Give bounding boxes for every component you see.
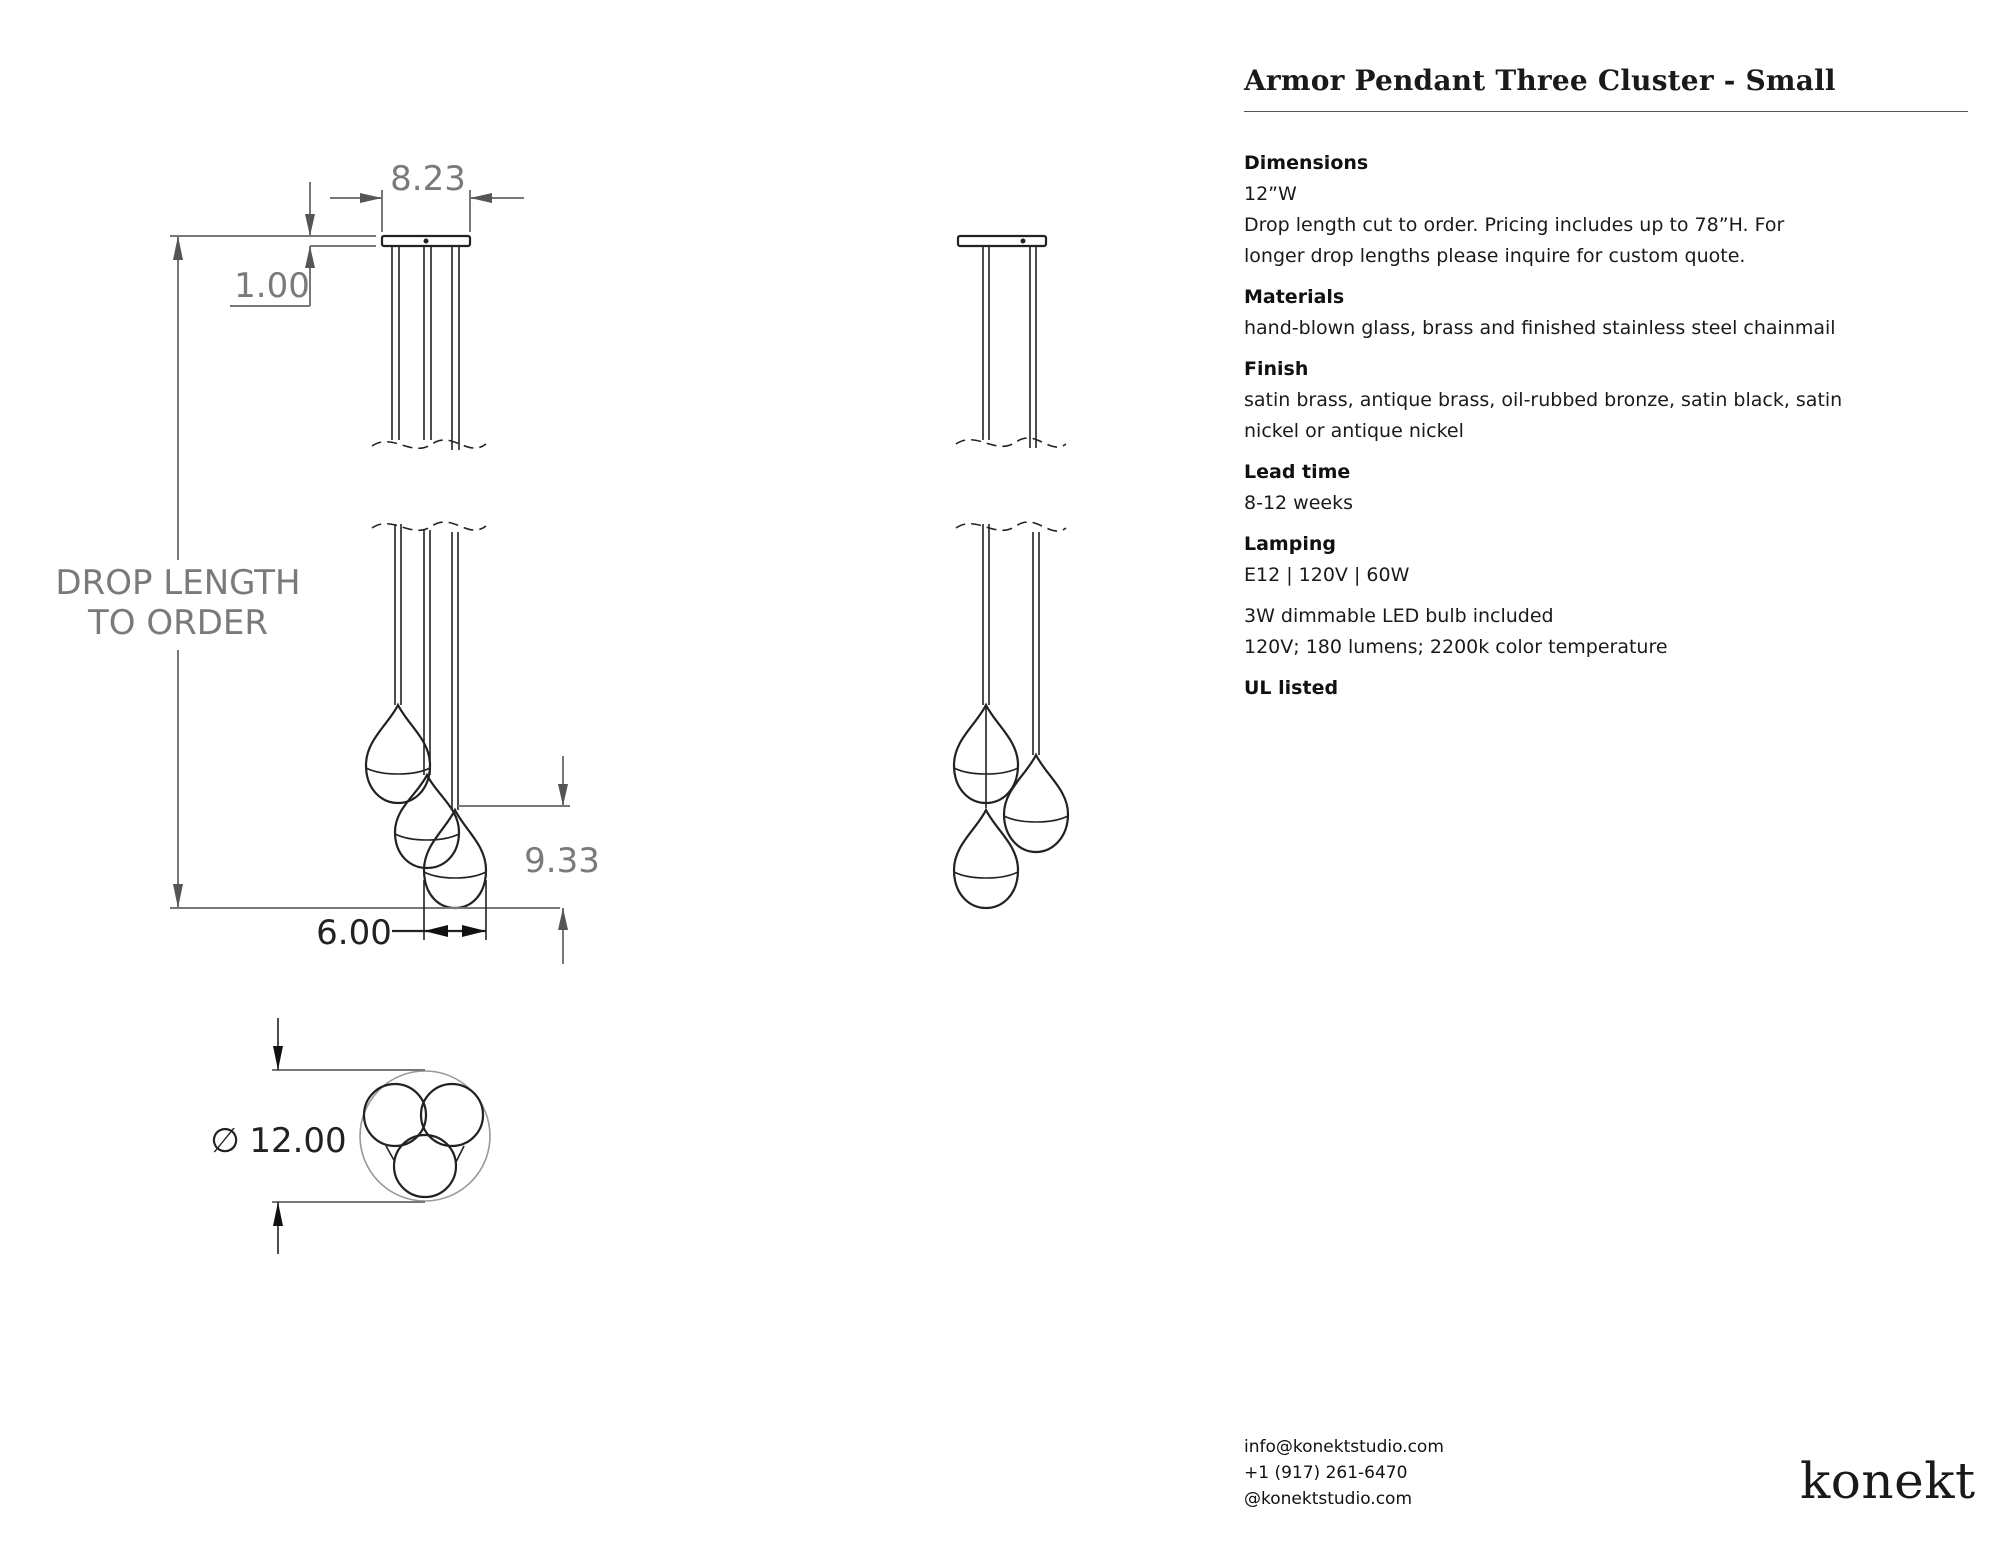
plan-globe-2 — [421, 1084, 483, 1146]
spec-heading-dimensions: Dimensions — [1244, 152, 1369, 174]
spec-dimensions-line: 12”W — [1244, 183, 1297, 205]
spec-panel — [1244, 64, 1968, 714]
pendant-glass-1 — [366, 705, 430, 803]
dim-drop-length — [55, 236, 560, 908]
front-elevation-view — [55, 159, 599, 964]
spec-lamping — [1244, 529, 1844, 663]
spec-heading-materials: Materials — [1244, 286, 1345, 308]
spec-heading-ul: UL listed — [1244, 677, 1339, 699]
dim-pendant-height — [458, 756, 600, 964]
spec-materials-line: hand-blown glass, brass and finished stainless steel chainmail — [1244, 317, 1836, 339]
side-pendant-glass-3 — [954, 810, 1018, 908]
spec-heading-lead-time: Lead time — [1244, 461, 1351, 483]
dim-diameter-label: 12.00 — [249, 1121, 347, 1161]
spec-finish-line: nickel or antique nickel — [1244, 420, 1464, 442]
upper-cables — [392, 246, 459, 450]
side-elevation-view — [954, 236, 1068, 908]
break-line-upper — [372, 440, 486, 448]
spec-lamping-extra-line: 3W dimmable LED bulb included — [1244, 605, 1554, 627]
spec-list — [1244, 148, 1844, 704]
plan-globe-3 — [394, 1135, 456, 1197]
pendant-glass-3 — [424, 810, 486, 908]
dim-canopy-width — [330, 159, 524, 232]
canopy-screw — [424, 239, 429, 244]
side-upper-cables — [983, 246, 1036, 448]
break-line-lower — [372, 522, 486, 530]
spec-finish-line: satin brass, antique brass, oil-rubbed bronze, satin black, satin — [1244, 389, 1843, 411]
spec-dimensions — [1244, 148, 1844, 272]
spec-heading-finish: Finish — [1244, 358, 1309, 380]
spec-finish — [1244, 354, 1844, 447]
dim-canopy-height-label: 1.00 — [234, 266, 310, 306]
dim-canopy-height — [230, 182, 376, 306]
dim-diameter-symbol: ∅ — [210, 1121, 240, 1161]
dim-drop-line2: TO ORDER — [87, 603, 269, 643]
dim-canopy-width-label: 8.23 — [390, 159, 466, 199]
spec-lead-time-line: 8-12 weeks — [1244, 492, 1353, 514]
contact-block — [1244, 1434, 1444, 1512]
dim-pendant-width — [316, 880, 486, 953]
spec-dimensions-line: longer drop lengths please inquire for custom quote. — [1244, 245, 1746, 267]
contact-handle[interactable]: @konektstudio.com — [1244, 1489, 1413, 1509]
side-break-line-lower — [956, 522, 1066, 531]
plan-view — [210, 1018, 490, 1254]
dim-drop-line1: DROP LENGTH — [55, 563, 301, 603]
dim-diameter — [210, 1018, 425, 1254]
spec-lamping-line: E12 | 120V | 60W — [1244, 564, 1410, 586]
product-title: Armor Pendant Three Cluster - Small — [1244, 64, 1968, 112]
spec-materials — [1244, 282, 1844, 344]
side-canopy — [958, 236, 1046, 246]
spec-lamping-extra-line: 120V; 180 lumens; 2200k color temperature — [1244, 636, 1668, 658]
lower-cables — [395, 524, 458, 810]
brand-logo: konekt — [1800, 1452, 1976, 1510]
spec-dimensions-line: Drop length cut to order. Pricing includes up to 78”H. For — [1244, 214, 1785, 236]
spec-ul — [1244, 673, 1844, 704]
side-break-line-upper — [956, 438, 1066, 447]
dim-pendant-height-label: 9.33 — [524, 841, 600, 881]
spec-heading-lamping: Lamping — [1244, 533, 1336, 555]
dim-pendant-width-label: 6.00 — [316, 913, 392, 953]
contact-phone[interactable]: +1 (917) 261-6470 — [1244, 1463, 1408, 1483]
spec-lead-time — [1244, 457, 1844, 519]
contact-email[interactable]: info@konektstudio.com — [1244, 1437, 1444, 1457]
